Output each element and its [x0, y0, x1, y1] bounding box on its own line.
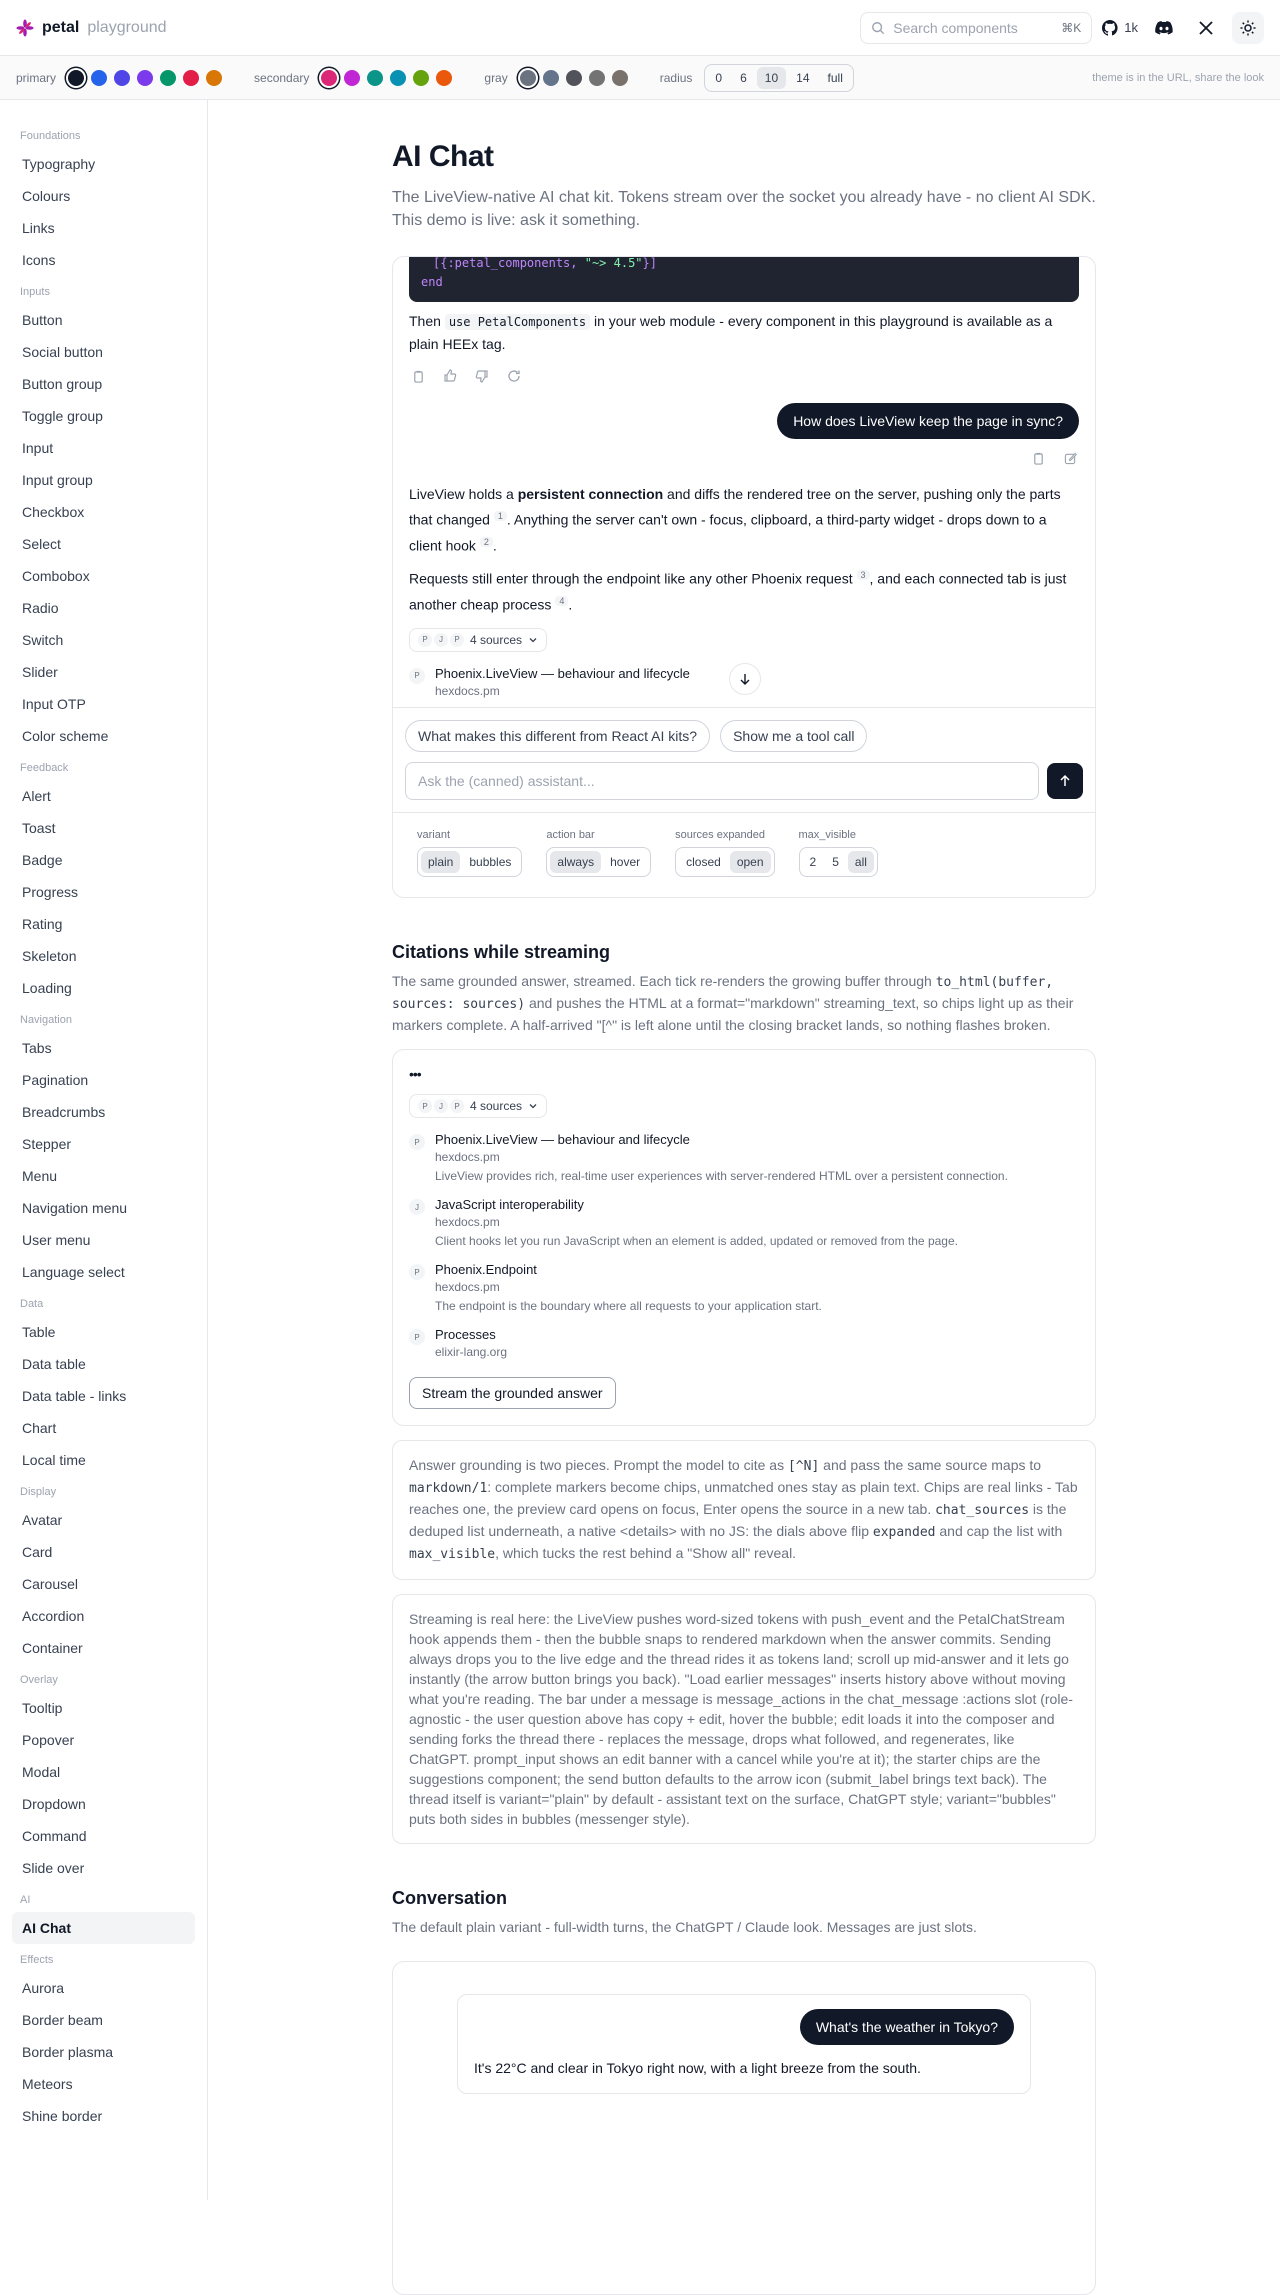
- stream-answer-button[interactable]: Stream the grounded answer: [409, 1377, 616, 1409]
- sidebar-section-title: Display: [20, 1486, 57, 1498]
- secondary-swatch[interactable]: [321, 70, 337, 86]
- source-avatar: J: [434, 1099, 448, 1113]
- dial-option[interactable]: open: [730, 851, 771, 873]
- text: The same grounded answer, streamed. Each tick re-renders the growing buffer through: [392, 973, 936, 989]
- dial-label: variant: [417, 829, 451, 841]
- sidebar-section-title: Overlay: [20, 1674, 58, 1686]
- arrow-up-icon: [1058, 774, 1072, 788]
- primary-swatch[interactable]: [206, 70, 222, 86]
- radius-label: radius: [659, 70, 693, 85]
- sidebar-item-rating[interactable]: Rating: [22, 916, 63, 932]
- gray-swatch[interactable]: [520, 70, 536, 86]
- sidebar-section-title: Navigation: [20, 1014, 72, 1026]
- radius-option-14[interactable]: 14: [796, 70, 810, 85]
- sidebar-section-title: Effects: [20, 1954, 54, 1966]
- sidebar-item-menu[interactable]: Menu: [22, 1168, 58, 1184]
- dial-option[interactable]: all: [848, 851, 874, 873]
- source-domain: hexdocs.pm: [435, 1150, 500, 1164]
- text: Answer grounding is two pieces. Prompt the model to cite as: [409, 1457, 788, 1473]
- dial-option[interactable]: always: [550, 851, 601, 873]
- dial-option[interactable]: 2: [809, 855, 817, 869]
- gray-swatch[interactable]: [566, 70, 582, 86]
- citation-chip[interactable]: 4: [555, 596, 568, 606]
- edit-icon[interactable]: [1061, 449, 1079, 467]
- sidebar-item-tooltip[interactable]: Tooltip: [22, 1700, 63, 1716]
- sidebar-item-links[interactable]: Links: [22, 220, 55, 236]
- source-title: JavaScript interoperability: [435, 1197, 584, 1212]
- regenerate-icon[interactable]: [505, 367, 523, 385]
- search-input[interactable]: [860, 12, 1092, 44]
- inline-code: to_html(buffer, sources: sources): [392, 975, 1054, 1012]
- sidebar-item-button-group[interactable]: Button group: [22, 376, 103, 392]
- dial-max-visible: [799, 829, 878, 877]
- source-domain: elixir-lang.org: [435, 1345, 508, 1359]
- sidebar-item-skeleton[interactable]: Skeleton: [22, 948, 77, 964]
- radius-option-10[interactable]: 10: [757, 67, 786, 89]
- sidebar-item-loading[interactable]: Loading: [22, 980, 72, 996]
- sidebar-item-modal[interactable]: Modal: [22, 1764, 61, 1780]
- sidebar-item-toast[interactable]: Toast: [22, 820, 56, 836]
- dial-option[interactable]: closed: [686, 855, 721, 869]
- sidebar-section-title: Inputs: [20, 286, 50, 298]
- gray-swatches: [520, 70, 628, 86]
- sidebar-item-ai-chat[interactable]: AI Chat: [12, 1912, 195, 1944]
- prompt-input[interactable]: Ask the (canned) assistant...: [405, 762, 1039, 800]
- user-message-text: What's the weather in Tokyo?: [800, 2009, 1014, 2045]
- inline-code: markdown/1: [409, 1481, 488, 1496]
- dial-option[interactable]: bubbles: [469, 855, 512, 869]
- radius-option-0[interactable]: 0: [715, 70, 723, 85]
- secondary-swatch[interactable]: [436, 70, 452, 86]
- source-avatar: P: [450, 633, 464, 647]
- user-message[interactable]: [474, 2009, 1014, 2045]
- source-domain: hexdocs.pm: [435, 1215, 500, 1229]
- sidebar-item-meteors[interactable]: Meteors: [22, 2076, 73, 2092]
- msg-text: Then: [409, 313, 445, 329]
- dial-variant: [417, 829, 522, 877]
- sidebar-item-color-scheme[interactable]: Color scheme: [22, 728, 109, 744]
- composer: [393, 707, 1095, 812]
- sidebar-item-combobox[interactable]: Combobox: [22, 568, 90, 584]
- sidebar-item-data-table[interactable]: Data table: [22, 1356, 86, 1372]
- primary-swatch[interactable]: [160, 70, 176, 86]
- inline-code: [^N]: [787, 1459, 820, 1474]
- sidebar-item-avatar[interactable]: Avatar: [22, 1512, 63, 1528]
- citation-chip[interactable]: 3: [857, 570, 870, 580]
- primary-swatch[interactable]: [91, 70, 107, 86]
- sidebar-item-input-group[interactable]: Input group: [22, 472, 93, 488]
- user-message[interactable]: [409, 403, 1079, 439]
- sidebar-item-table[interactable]: Table: [22, 1324, 56, 1340]
- sidebar-item-user-menu[interactable]: User menu: [22, 1232, 91, 1248]
- theme-note: theme is in the URL, share the look: [1092, 71, 1264, 84]
- code-version: "~> 4.5": [584, 257, 643, 270]
- dial-option[interactable]: 5: [832, 855, 839, 869]
- suggestion-chip[interactable]: Show me a tool call: [720, 720, 867, 752]
- sources-count: 4 sources: [470, 632, 523, 647]
- citation-chip[interactable]: 1: [494, 511, 507, 521]
- radius-option-6[interactable]: 6: [740, 70, 747, 85]
- source-item[interactable]: [409, 1327, 1079, 1359]
- dial-segmented-control: [546, 847, 651, 877]
- github-count: 1k: [1124, 20, 1138, 35]
- sidebar-item-stepper[interactable]: Stepper: [22, 1136, 72, 1152]
- source-avatar: J: [409, 1199, 425, 1215]
- code-deps-open: [{:petal_components,: [433, 257, 585, 270]
- discord-icon: [1155, 21, 1173, 35]
- sidebar-item-button[interactable]: Button: [22, 312, 63, 328]
- conversation-card: [392, 1961, 1096, 2295]
- text: and diffs the rendered tree on the server, pushing only the parts that changed: [409, 486, 1061, 528]
- suggestion-chip[interactable]: What makes this different from React AI kits?: [405, 720, 710, 752]
- sidebar-nav: [0, 100, 208, 2200]
- source-avatar: P: [450, 1099, 464, 1113]
- secondary-swatch[interactable]: [413, 70, 429, 86]
- sidebar-item-radio[interactable]: Radio: [22, 600, 59, 616]
- sidebar-item-progress[interactable]: Progress: [22, 884, 79, 900]
- text: LiveView holds a: [409, 486, 518, 502]
- assistant-message: [409, 310, 1079, 355]
- citations-card: [392, 1049, 1096, 1426]
- thumbs-down-icon[interactable]: [473, 367, 491, 385]
- source-avatar: P: [409, 1329, 425, 1345]
- search-placeholder: Search components: [893, 19, 1018, 36]
- chevron-down-icon: [528, 1101, 538, 1111]
- search-shortcut: ⌘K: [1061, 20, 1082, 35]
- source-item[interactable]: [409, 1197, 1079, 1248]
- primary-label: primary: [16, 70, 57, 85]
- demo-controls: [393, 812, 1095, 897]
- logo[interactable]: [16, 19, 167, 37]
- source-avatar: P: [418, 633, 432, 647]
- source-domain: hexdocs.pm: [435, 1280, 500, 1294]
- primary-swatch[interactable]: [183, 70, 199, 86]
- gray-swatch[interactable]: [543, 70, 559, 86]
- user-message-actions: [409, 449, 1079, 467]
- arrow-down-icon: [738, 672, 752, 686]
- copy-icon[interactable]: [409, 367, 427, 385]
- assistant-answer-p1: [409, 483, 1079, 556]
- sidebar-item-checkbox[interactable]: Checkbox: [22, 504, 85, 520]
- sidebar-item-colours[interactable]: Colours: [22, 188, 71, 204]
- gray-label: gray: [484, 70, 508, 85]
- sidebar-section-title: AI: [20, 1894, 31, 1906]
- section-desc-citations: [392, 971, 1096, 1035]
- text: and pushes the HTML at a format="markdown" streaming_text, so chips light up as their markers complete. A half-arrived "[^" is left alone until the closing bracket lands, so nothing flashes broken.: [392, 995, 1074, 1033]
- theme-toggle-button[interactable]: [1232, 12, 1264, 44]
- source-avatar: P: [409, 668, 425, 684]
- source-domain: hexdocs.pm: [435, 683, 500, 698]
- source-title: Phoenix.LiveView — behaviour and lifecycle: [435, 665, 690, 681]
- sidebar-item-border-beam[interactable]: Border beam: [22, 2012, 103, 2028]
- sun-icon: [1240, 20, 1256, 36]
- sidebar-item-command[interactable]: Command: [22, 1828, 87, 1844]
- send-button[interactable]: [1047, 763, 1083, 799]
- dial-label: action bar: [546, 829, 595, 841]
- secondary-swatch[interactable]: [390, 70, 406, 86]
- sidebar-item-input-otp[interactable]: Input OTP: [22, 696, 86, 712]
- secondary-swatch[interactable]: [344, 70, 360, 86]
- chat-thread[interactable]: [393, 257, 1095, 707]
- sidebar-item-slider[interactable]: Slider: [22, 664, 58, 680]
- sources-count: 4 sources: [470, 1099, 523, 1113]
- sidebar-item-select[interactable]: Select: [22, 536, 61, 552]
- dial-action-bar: [546, 829, 651, 877]
- source-avatar: J: [434, 633, 448, 647]
- text: , and each connected tab is just another cheap process: [409, 570, 1067, 613]
- sidebar-item-shine-border[interactable]: Shine border: [22, 2108, 103, 2124]
- msg-text: in your web module - every component in this playground is available as a plain HEEx tag.: [409, 313, 1053, 352]
- source-excerpt: Client hooks let you run JavaScript when an element is added, updated or removed from the page.: [435, 1234, 958, 1248]
- bold-text: persistent connection: [517, 486, 664, 502]
- inline-code: use PetalComponents: [445, 314, 590, 330]
- sidebar-item-dropdown[interactable]: Dropdown: [22, 1796, 86, 1812]
- sidebar-item-alert[interactable]: Alert: [22, 788, 51, 804]
- search-icon: [871, 21, 885, 35]
- text: .: [492, 537, 497, 554]
- sidebar-item-breadcrumbs[interactable]: Breadcrumbs: [22, 1104, 106, 1120]
- conversation-thread: [457, 1994, 1031, 2094]
- text: is the deduped list underneath, a native <details> with no JS: the dials above flip: [409, 1501, 1067, 1539]
- section-title-citations: Citations while streaming: [392, 942, 611, 962]
- source-excerpt: LiveView provides rich, real-time user experiences with server-rendered HTML over a persistent connection.: [435, 1169, 1008, 1183]
- sidebar-item-navigation-menu[interactable]: Navigation menu: [22, 1200, 128, 1216]
- chevron-down-icon: [528, 635, 538, 645]
- primary-swatch[interactable]: [114, 70, 130, 86]
- sidebar-item-local-time[interactable]: Local time: [22, 1452, 86, 1468]
- logo-text: petal: [42, 18, 80, 36]
- theme-bar: [0, 56, 1280, 100]
- dial-segmented-control: [799, 847, 878, 877]
- source-title: Phoenix.LiveView — behaviour and lifecycle: [435, 1132, 690, 1147]
- github-icon: [1102, 20, 1118, 36]
- dial-sources-expanded: [675, 829, 774, 877]
- chat-demo-card: [392, 256, 1096, 898]
- petal-logo-icon: [16, 19, 34, 37]
- sidebar-item-chart[interactable]: Chart: [22, 1420, 57, 1436]
- source-avatar: P: [409, 1264, 425, 1280]
- source-title: Phoenix.Endpoint: [435, 1262, 537, 1277]
- primary-swatch[interactable]: [68, 70, 84, 86]
- copy-icon[interactable]: [1029, 449, 1047, 467]
- streaming-note: Streaming is real here: the LiveView pushes word-sized tokens with push_event and the PetalChatStream hook appends them - then the bubble snaps to rendered markdown when the answer commits. Sending always drops you to the live edge and the thread rides it as tokens land; scroll up mid-answer and it lets go instantly (the arrow button brings you back). "Load earlier messages" inserts history above without moving what you're reading. The bar under a message is message_actions in the chat_message :actions slot (role-agnostic - the user question above has copy + edit, hover the bubble; edit loads it into the composer and sending forks the thread there - replaces the message, drops what followed, and regenerates, like ChatGPT. prompt_input shows an edit banner with a cancel while you're at it); the starter chips are the suggestions component; the send button defaults to the arrow icon (submit_label brings text back). The thread itself is variant="plain" by default - assistant text on the surface, ChatGPT style; variant="bubbles" puts both sides in bubbles (messenger style).: [392, 1594, 1096, 1844]
- assistant-message: It's 22°C and clear in Tokyo right now, with a light breeze from the south.: [474, 2060, 921, 2076]
- sidebar-item-pagination[interactable]: Pagination: [22, 1072, 89, 1088]
- text: and pass the same source maps to: [819, 1457, 1042, 1473]
- code-end: end: [421, 275, 443, 289]
- sidebar-item-tabs[interactable]: Tabs: [22, 1040, 52, 1056]
- text: : complete markers become chips, unmatched ones stay as plain text. Chips are real links - Tab reaches one, the preview card opens on focus, Enter opens the source in a new tab.: [409, 1479, 1078, 1517]
- sidebar-section-title: Foundations: [20, 130, 81, 142]
- radius-selector: [704, 64, 853, 92]
- sidebar-item-typography[interactable]: Typography: [22, 156, 96, 172]
- sidebar-item-input[interactable]: Input: [22, 440, 54, 456]
- dial-option[interactable]: plain: [421, 851, 460, 873]
- text: Requests still enter through the endpoint like any other Phoenix request: [409, 570, 857, 587]
- source-avatar: P: [409, 1134, 425, 1150]
- sidebar-item-accordion[interactable]: Accordion: [22, 1608, 85, 1624]
- sidebar-item-carousel[interactable]: Carousel: [22, 1576, 79, 1592]
- x-logo-icon: [1199, 21, 1213, 35]
- secondary-label: secondary: [254, 70, 310, 85]
- sidebar-item-social-button[interactable]: Social button: [22, 344, 103, 360]
- sidebar-item-icons[interactable]: Icons: [22, 252, 56, 268]
- sidebar-section-title: Feedback: [20, 762, 69, 774]
- code-deps-close: }]: [642, 257, 657, 270]
- thumbs-up-icon[interactable]: [441, 367, 459, 385]
- source-excerpt: The endpoint is the boundary where all requests to your application start.: [435, 1299, 822, 1313]
- page-title: AI Chat: [392, 140, 494, 173]
- secondary-swatches: [321, 70, 452, 86]
- code-block: [409, 257, 1079, 302]
- section-title-conversation: Conversation: [392, 1888, 508, 1908]
- x-twitter-button[interactable]: [1190, 12, 1222, 44]
- sources-list: [409, 1132, 1079, 1359]
- sidebar-item-container[interactable]: Container: [22, 1640, 83, 1656]
- sidebar-item-slide-over[interactable]: Slide over: [22, 1860, 85, 1876]
- gray-swatch[interactable]: [612, 70, 628, 86]
- page-lead: The LiveView-native AI chat kit. Tokens stream over the socket you already have - no client AI SDK. This demo is live: ask it something.: [392, 189, 1096, 229]
- sidebar-item-popover[interactable]: Popover: [22, 1732, 75, 1748]
- sources-toggle[interactable]: [409, 1094, 547, 1118]
- sidebar-item-card[interactable]: Card: [22, 1544, 53, 1560]
- sidebar-item-switch[interactable]: Switch: [22, 632, 64, 648]
- text: , which tucks the rest behind a "Show all" reveal.: [495, 1545, 797, 1561]
- primary-swatches: [68, 70, 222, 86]
- dial-segmented-control: [417, 847, 522, 877]
- sidebar-item-language-select[interactable]: Language select: [22, 1264, 125, 1280]
- assistant-answer-p2: [409, 564, 1079, 615]
- typing-indicator: •••: [409, 1066, 421, 1082]
- sidebar-item-badge[interactable]: Badge: [22, 852, 63, 868]
- inline-code: chat_sources: [935, 1503, 1030, 1518]
- sidebar-item-data-table-links[interactable]: Data table - links: [22, 1388, 127, 1404]
- citation-chip[interactable]: 2: [480, 537, 493, 547]
- user-message-text: How does LiveView keep the page in sync?: [777, 403, 1079, 439]
- logo-subtitle: playground: [87, 18, 167, 36]
- text: .: [568, 596, 573, 613]
- dial-label: max_visible: [798, 829, 856, 841]
- source-item[interactable]: [409, 1262, 1079, 1313]
- sidebar-item-toggle-group[interactable]: Toggle group: [22, 408, 103, 424]
- secondary-swatch[interactable]: [367, 70, 383, 86]
- source-title: Processes: [435, 1327, 496, 1342]
- scroll-to-bottom-button[interactable]: [729, 663, 761, 695]
- dial-option[interactable]: hover: [610, 855, 641, 869]
- message-actions: [409, 367, 1079, 385]
- dial-segmented-control: [675, 847, 774, 877]
- source-avatar: P: [418, 1099, 432, 1113]
- section-desc-conversation: The default plain variant - full-width turns, the ChatGPT / Claude look. Messages are just slots.: [392, 1919, 977, 1935]
- dial-label: sources expanded: [675, 829, 766, 841]
- sidebar-item-border-plasma[interactable]: Border plasma: [22, 2044, 114, 2060]
- grounding-note: [392, 1440, 1096, 1580]
- source-item[interactable]: [409, 1132, 1079, 1183]
- sources-toggle[interactable]: [409, 628, 547, 652]
- gray-swatch[interactable]: [589, 70, 605, 86]
- top-header: [0, 0, 1280, 56]
- primary-swatch[interactable]: [137, 70, 153, 86]
- text: and cap the list with: [935, 1523, 1063, 1539]
- discord-button[interactable]: [1148, 12, 1180, 44]
- radius-option-full[interactable]: full: [827, 70, 843, 85]
- main-content: [392, 100, 1096, 2295]
- github-button[interactable]: [1102, 12, 1138, 44]
- sidebar-item-aurora[interactable]: Aurora: [22, 1980, 65, 1996]
- inline-code: expanded: [872, 1525, 936, 1540]
- sidebar-section-title: Data: [20, 1298, 44, 1310]
- text: . Anything the server can't own - focus, clipboard, a third-party widget - drops down to a client hook: [409, 511, 1047, 554]
- inline-code: max_visible: [409, 1547, 496, 1562]
